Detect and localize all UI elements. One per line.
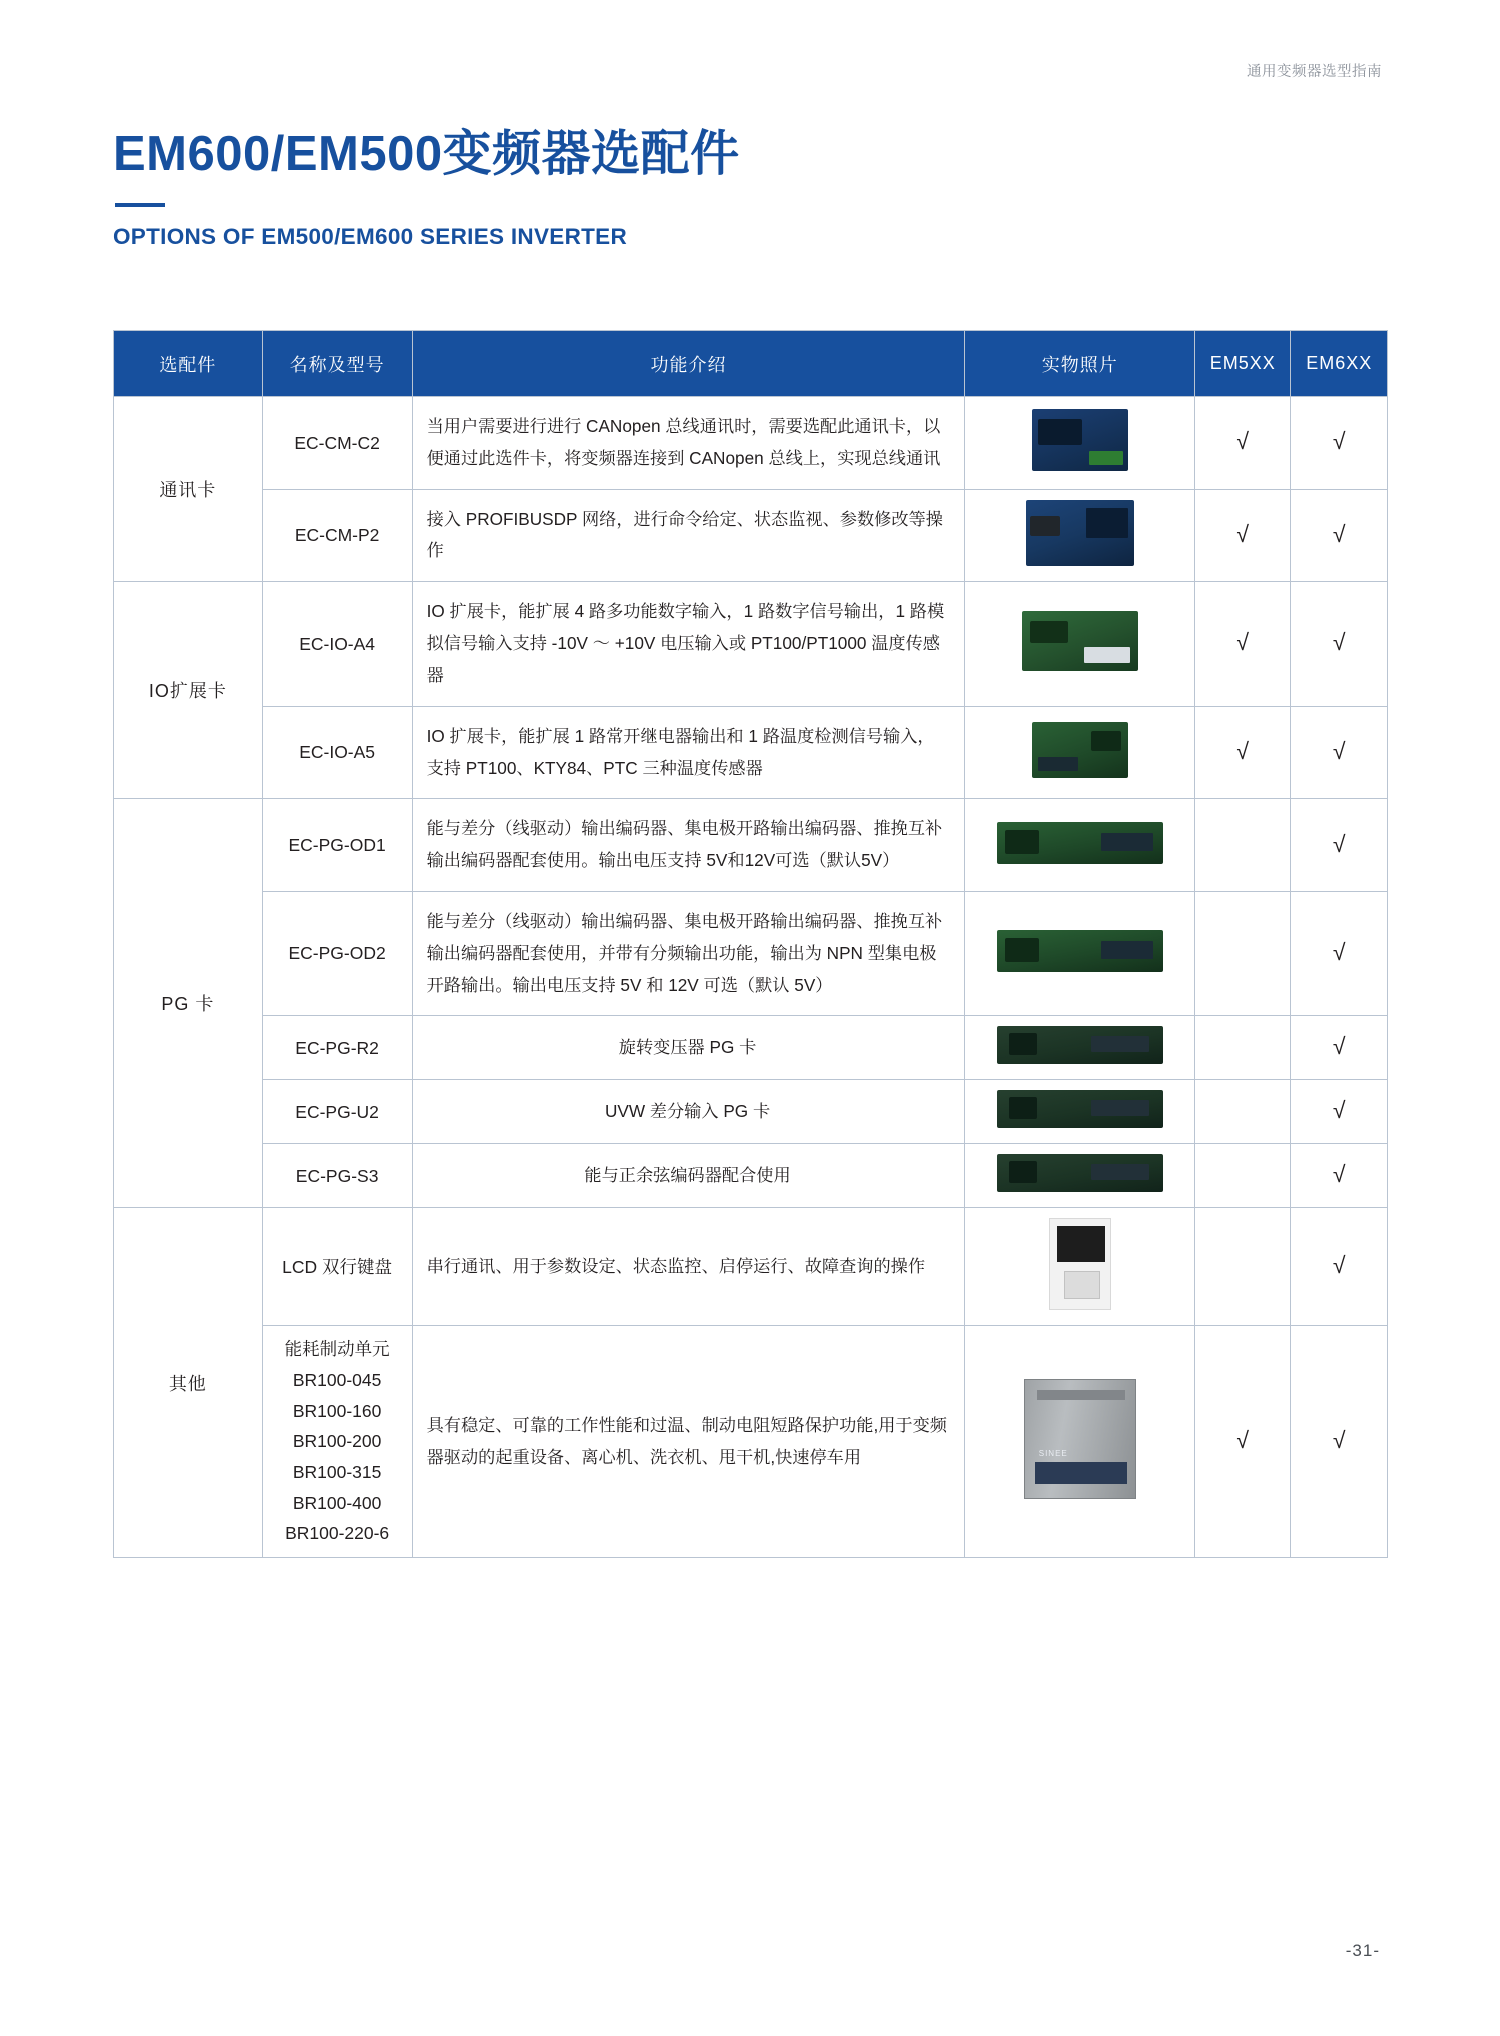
table-row: [114, 1208, 1388, 1326]
model-cell: EC-IO-A5: [262, 706, 412, 799]
io-expansion-card-a5-image: [1032, 722, 1128, 778]
table-row: [114, 1326, 1388, 1557]
description-cell: 具有稳定、可靠的工作性能和过温、制动电阻短路保护功能,用于变频器驱动的起重设备、离心机、洗衣机、甩干机,快速停车用: [412, 1326, 965, 1557]
page-number: -31-: [1345, 1941, 1380, 1960]
io-expansion-card-a4-image: [1022, 611, 1138, 671]
communication-card-profibus-image: [1026, 500, 1134, 566]
description-cell: IO 扩展卡，能扩展 1 路常开继电器输出和 1 路温度检测信号输入，支持 PT100、KTY84、PTC 三种温度传感器: [412, 706, 965, 799]
col-header-photo: 实物照片: [965, 331, 1195, 397]
description-cell: UVW 差分输入 PG 卡: [412, 1080, 965, 1144]
em6xx-cell: √: [1291, 1016, 1388, 1080]
description-cell: 旋转变压器 PG 卡: [412, 1016, 965, 1080]
col-header-em6xx: EM6XX: [1291, 331, 1388, 397]
em5xx-cell: [1194, 1208, 1290, 1326]
category-cell: PG 卡: [114, 799, 263, 1208]
description-cell: 接入 PROFIBUSDP 网络，进行命令给定、状态监视、参数修改等操作: [412, 489, 965, 582]
em6xx-cell: √: [1291, 706, 1388, 799]
product-photo-cell: [965, 1016, 1195, 1080]
col-header-model: 名称及型号: [262, 331, 412, 397]
em5xx-cell: [1194, 1144, 1290, 1208]
model-cell: LCD 双行键盘: [262, 1208, 412, 1326]
model-cell: EC-PG-S3: [262, 1144, 412, 1208]
model-cell: EC-PG-U2: [262, 1080, 412, 1144]
options-table-wrap: [113, 330, 1388, 1558]
title-rule: [115, 203, 165, 207]
braking-unit-image: [1024, 1379, 1136, 1499]
category-cell: IO扩展卡: [114, 582, 263, 799]
description-cell: 能与差分（线驱动）输出编码器、集电极开路输出编码器、推挽互补输出编码器配套使用，并带有分频输出功能，输出为 NPN 型集电极开路输出。输出电压支持 5V 和 12V 可选（默认 5V）: [412, 891, 965, 1015]
product-photo-cell: [965, 706, 1195, 799]
table-row: [114, 1080, 1388, 1144]
em5xx-cell: √: [1194, 582, 1290, 706]
model-cell: EC-PG-OD1: [262, 799, 412, 892]
col-header-em5xx: EM5XX: [1194, 331, 1290, 397]
em5xx-cell: √: [1194, 489, 1290, 582]
em5xx-cell: [1194, 1016, 1290, 1080]
product-photo-cell: [965, 891, 1195, 1015]
em6xx-cell: √: [1291, 891, 1388, 1015]
model-cell: EC-CM-P2: [262, 489, 412, 582]
em5xx-cell: [1194, 891, 1290, 1015]
em5xx-cell: [1194, 799, 1290, 892]
em6xx-cell: √: [1291, 489, 1388, 582]
em5xx-cell: [1194, 1080, 1290, 1144]
product-photo-cell: [965, 1208, 1195, 1326]
description-cell: IO 扩展卡，能扩展 4 路多功能数字输入，1 路数字信号输出，1 路模拟信号输入支持 -10V ～ +10V 电压输入或 PT100/PT1000 温度传感器: [412, 582, 965, 706]
table-row: [114, 1016, 1388, 1080]
page-subtitle: OPTIONS OF EM500/EM600 SERIES INVERTER: [113, 223, 628, 249]
em6xx-cell: √: [1291, 1080, 1388, 1144]
table-row: [114, 706, 1388, 799]
description-cell: 串行通讯、用于参数设定、状态监控、启停运行、故障查询的操作: [412, 1208, 965, 1326]
table-row: [114, 397, 1388, 490]
product-photo-cell: [965, 1326, 1195, 1557]
page-title: EM600/EM500变频器选配件: [113, 127, 740, 181]
em6xx-cell: √: [1291, 397, 1388, 490]
options-table: [113, 330, 1388, 1558]
em6xx-cell: √: [1291, 582, 1388, 706]
model-cell: EC-CM-C2: [262, 397, 412, 490]
title-block: [113, 128, 740, 250]
model-cell: EC-IO-A4: [262, 582, 412, 706]
model-cell: EC-PG-OD2: [262, 891, 412, 1015]
running-head: 通用变频器选型指南: [1247, 64, 1382, 80]
pg-card-s3-image: [997, 1154, 1163, 1192]
em6xx-cell: √: [1291, 799, 1388, 892]
em6xx-cell: √: [1291, 1326, 1388, 1557]
pg-card-od2-image: [997, 930, 1163, 972]
description-cell: 能与差分（线驱动）输出编码器、集电极开路输出编码器、推挽互补输出编码器配套使用。输出电压支持 5V和12V可选（默认5V）: [412, 799, 965, 892]
pg-card-u2-image: [997, 1090, 1163, 1128]
col-header-function: 功能介绍: [412, 331, 965, 397]
em5xx-cell: √: [1194, 397, 1290, 490]
lcd-keypad-image: [1049, 1218, 1111, 1310]
em6xx-cell: √: [1291, 1144, 1388, 1208]
model-cell: EC-PG-R2: [262, 1016, 412, 1080]
table-row: [114, 1144, 1388, 1208]
col-header-option: 选配件: [114, 331, 263, 397]
table-row: [114, 582, 1388, 706]
pg-card-od1-image: [997, 822, 1163, 864]
product-photo-cell: [965, 1144, 1195, 1208]
table-row: [114, 489, 1388, 582]
description-cell: 能与正余弦编码器配合使用: [412, 1144, 965, 1208]
product-photo-cell: [965, 397, 1195, 490]
table-row: [114, 799, 1388, 892]
product-photo-cell: [965, 799, 1195, 892]
em5xx-cell: √: [1194, 1326, 1290, 1557]
product-brand-label: SINEE: [1038, 1449, 1068, 1459]
model-cell: 能耗制动单元 BR100-045 BR100-160 BR100-200 BR100-315 BR100-400 BR100-220-6: [262, 1326, 412, 1557]
em6xx-cell: √: [1291, 1208, 1388, 1326]
communication-card-canopen-image: [1032, 409, 1128, 471]
description-cell: 当用户需要进行进行 CANopen 总线通讯时，需要选配此通讯卡，以便通过此选件卡，将变频器连接到 CANopen 总线上，实现总线通讯: [412, 397, 965, 490]
pg-card-r2-image: [997, 1026, 1163, 1064]
table-header-row: [114, 331, 1388, 397]
em5xx-cell: √: [1194, 706, 1290, 799]
product-photo-cell: [965, 582, 1195, 706]
product-photo-cell: [965, 1080, 1195, 1144]
category-cell: 通讯卡: [114, 397, 263, 582]
category-cell: 其他: [114, 1208, 263, 1557]
product-photo-cell: [965, 489, 1195, 582]
table-row: [114, 891, 1388, 1015]
